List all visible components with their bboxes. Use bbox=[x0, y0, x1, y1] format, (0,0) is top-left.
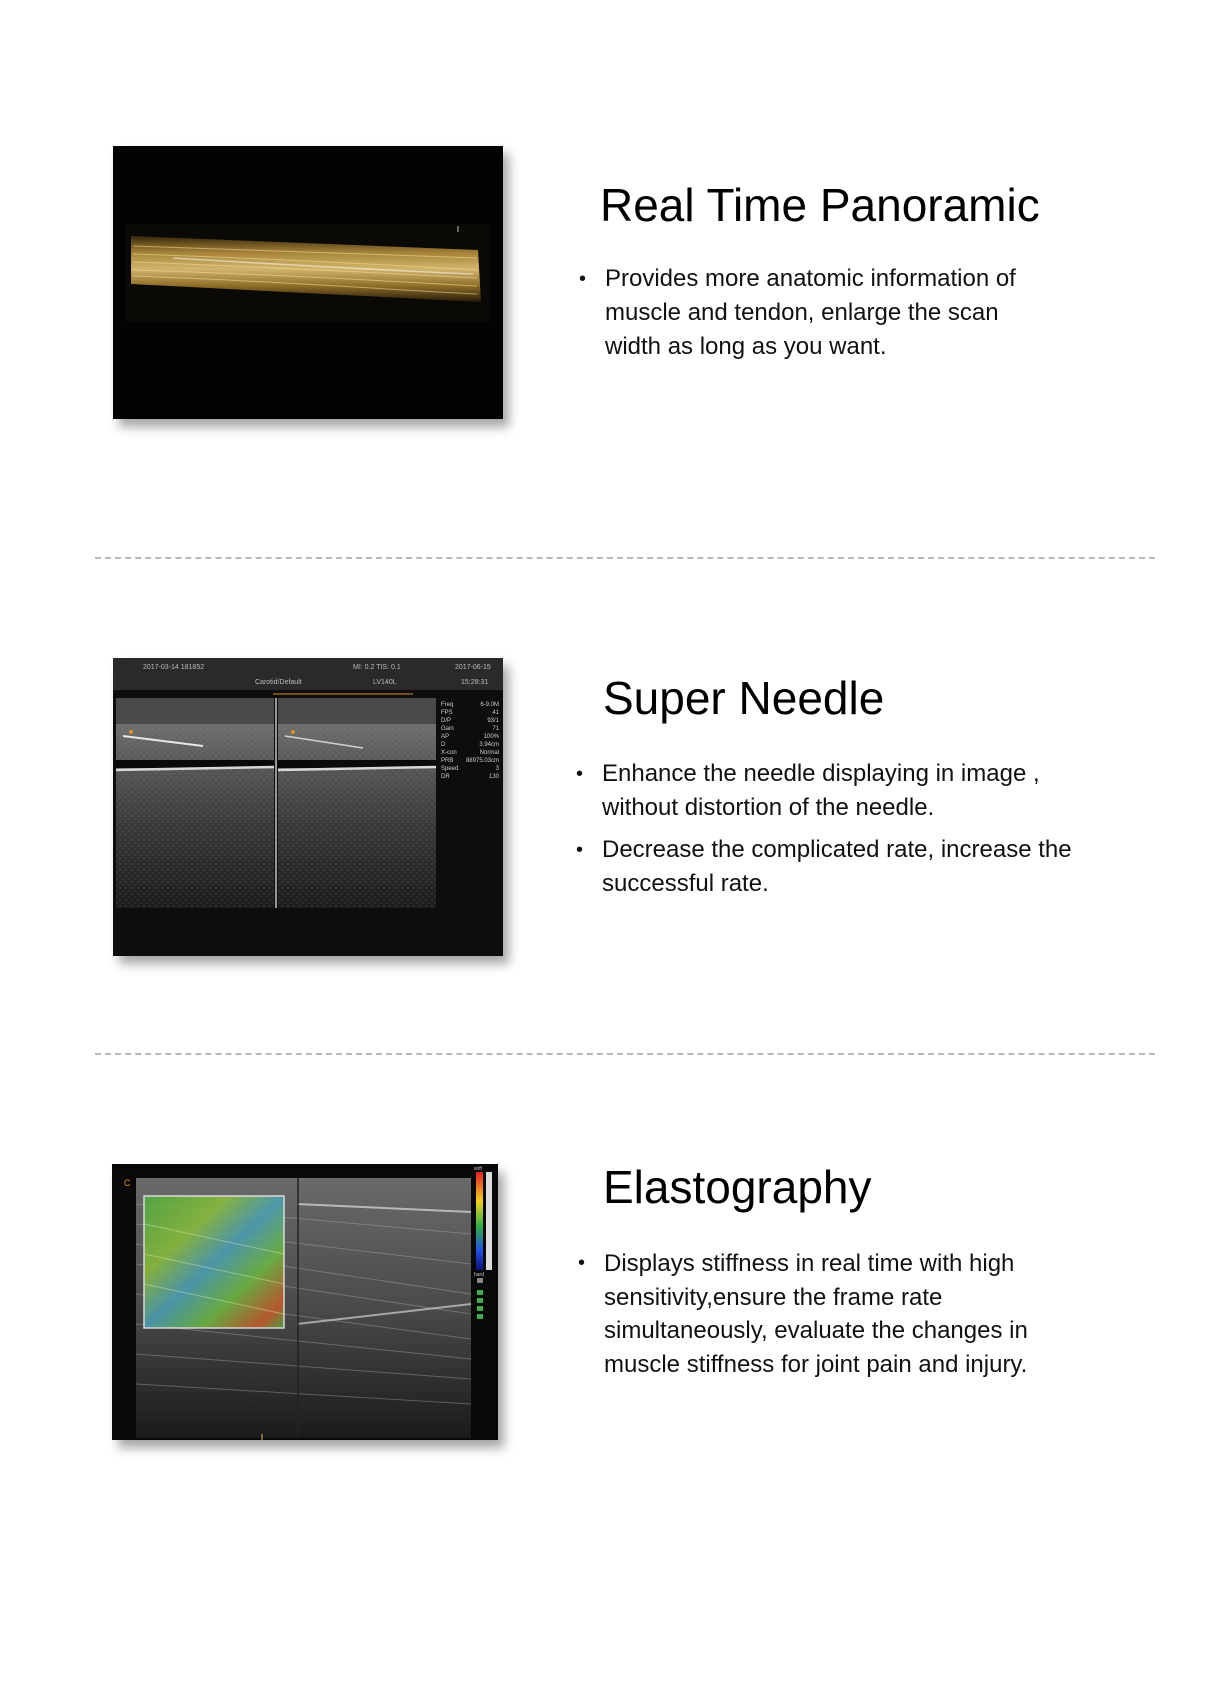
screen-param-value: 93/1 bbox=[487, 718, 499, 724]
scale-hard-label: hard bbox=[474, 1272, 485, 1278]
section-divider bbox=[95, 1053, 1155, 1055]
bullet-item: • Enhance the needle displaying in image , without distortion of the needle. bbox=[576, 757, 1076, 825]
screen-param-key: Gain bbox=[441, 726, 454, 732]
screen-mi-tis: MI: 0.2 TIS: 0.1 bbox=[353, 664, 401, 671]
super-needle-bullets bbox=[576, 757, 1076, 909]
scale-soft-label: soft bbox=[474, 1166, 483, 1172]
screen-param-value: 41 bbox=[492, 710, 499, 716]
screen-date2: 2017-06-15 bbox=[455, 664, 491, 671]
elastography-image bbox=[112, 1164, 498, 1440]
section-divider bbox=[95, 557, 1155, 559]
screen-param-key: FPS bbox=[441, 710, 453, 716]
screen-param-key: PRB bbox=[441, 758, 454, 764]
screen-preset: Carotid/Default bbox=[255, 679, 302, 686]
screen-param-value: 6-9.0M bbox=[480, 702, 499, 708]
screen-time: 15:28:31 bbox=[461, 679, 489, 686]
screen-param-key: DR bbox=[441, 774, 450, 780]
screen-date: 2017-03-14 181852 bbox=[143, 664, 205, 671]
screen-param-value: 3.94cm bbox=[479, 742, 499, 748]
screen-param-value: 71 bbox=[492, 726, 499, 732]
bullet-item: • Provides more anatomic information of muscle and tendon, enlarge the scan width as long as you want. bbox=[579, 262, 1059, 364]
screen-param-key: Speed bbox=[441, 766, 459, 772]
panoramic-image bbox=[113, 146, 503, 419]
screen-param-value: 100% bbox=[483, 734, 499, 740]
screen-param-key: AP bbox=[441, 734, 450, 740]
screen-param-key: D bbox=[441, 742, 446, 748]
section-title-elastography: Elastography bbox=[603, 1161, 872, 1213]
section-title-panoramic: Real Time Panoramic bbox=[600, 179, 1040, 231]
screen-probe: LV140L bbox=[373, 679, 397, 686]
bullet-item: • Displays stiffness in real time with high sensitivity,ensure the frame rate simultaneously, evaluate the changes in muscle stiffness for joint pain and injury. bbox=[578, 1247, 1048, 1381]
panoramic-bullets bbox=[579, 262, 1059, 372]
section-title-super-needle: Super Needle bbox=[603, 672, 885, 724]
screen-param-value: Normal bbox=[479, 750, 499, 756]
screen-param-value: 88975.03cm bbox=[465, 758, 499, 764]
screen-param-value: 130 bbox=[488, 774, 499, 780]
super-needle-image bbox=[113, 658, 503, 956]
screen-param-value: 3 bbox=[495, 766, 499, 772]
screen-param-key: D/P bbox=[441, 718, 452, 724]
elastography-bullets bbox=[578, 1247, 1048, 1389]
screen-corner-label: C bbox=[124, 1178, 131, 1188]
screen-param-key: X-con bbox=[441, 750, 457, 756]
screen-param-key: Freq bbox=[441, 702, 454, 708]
bullet-item: • Decrease the complicated rate, increase the successful rate. bbox=[576, 833, 1076, 901]
